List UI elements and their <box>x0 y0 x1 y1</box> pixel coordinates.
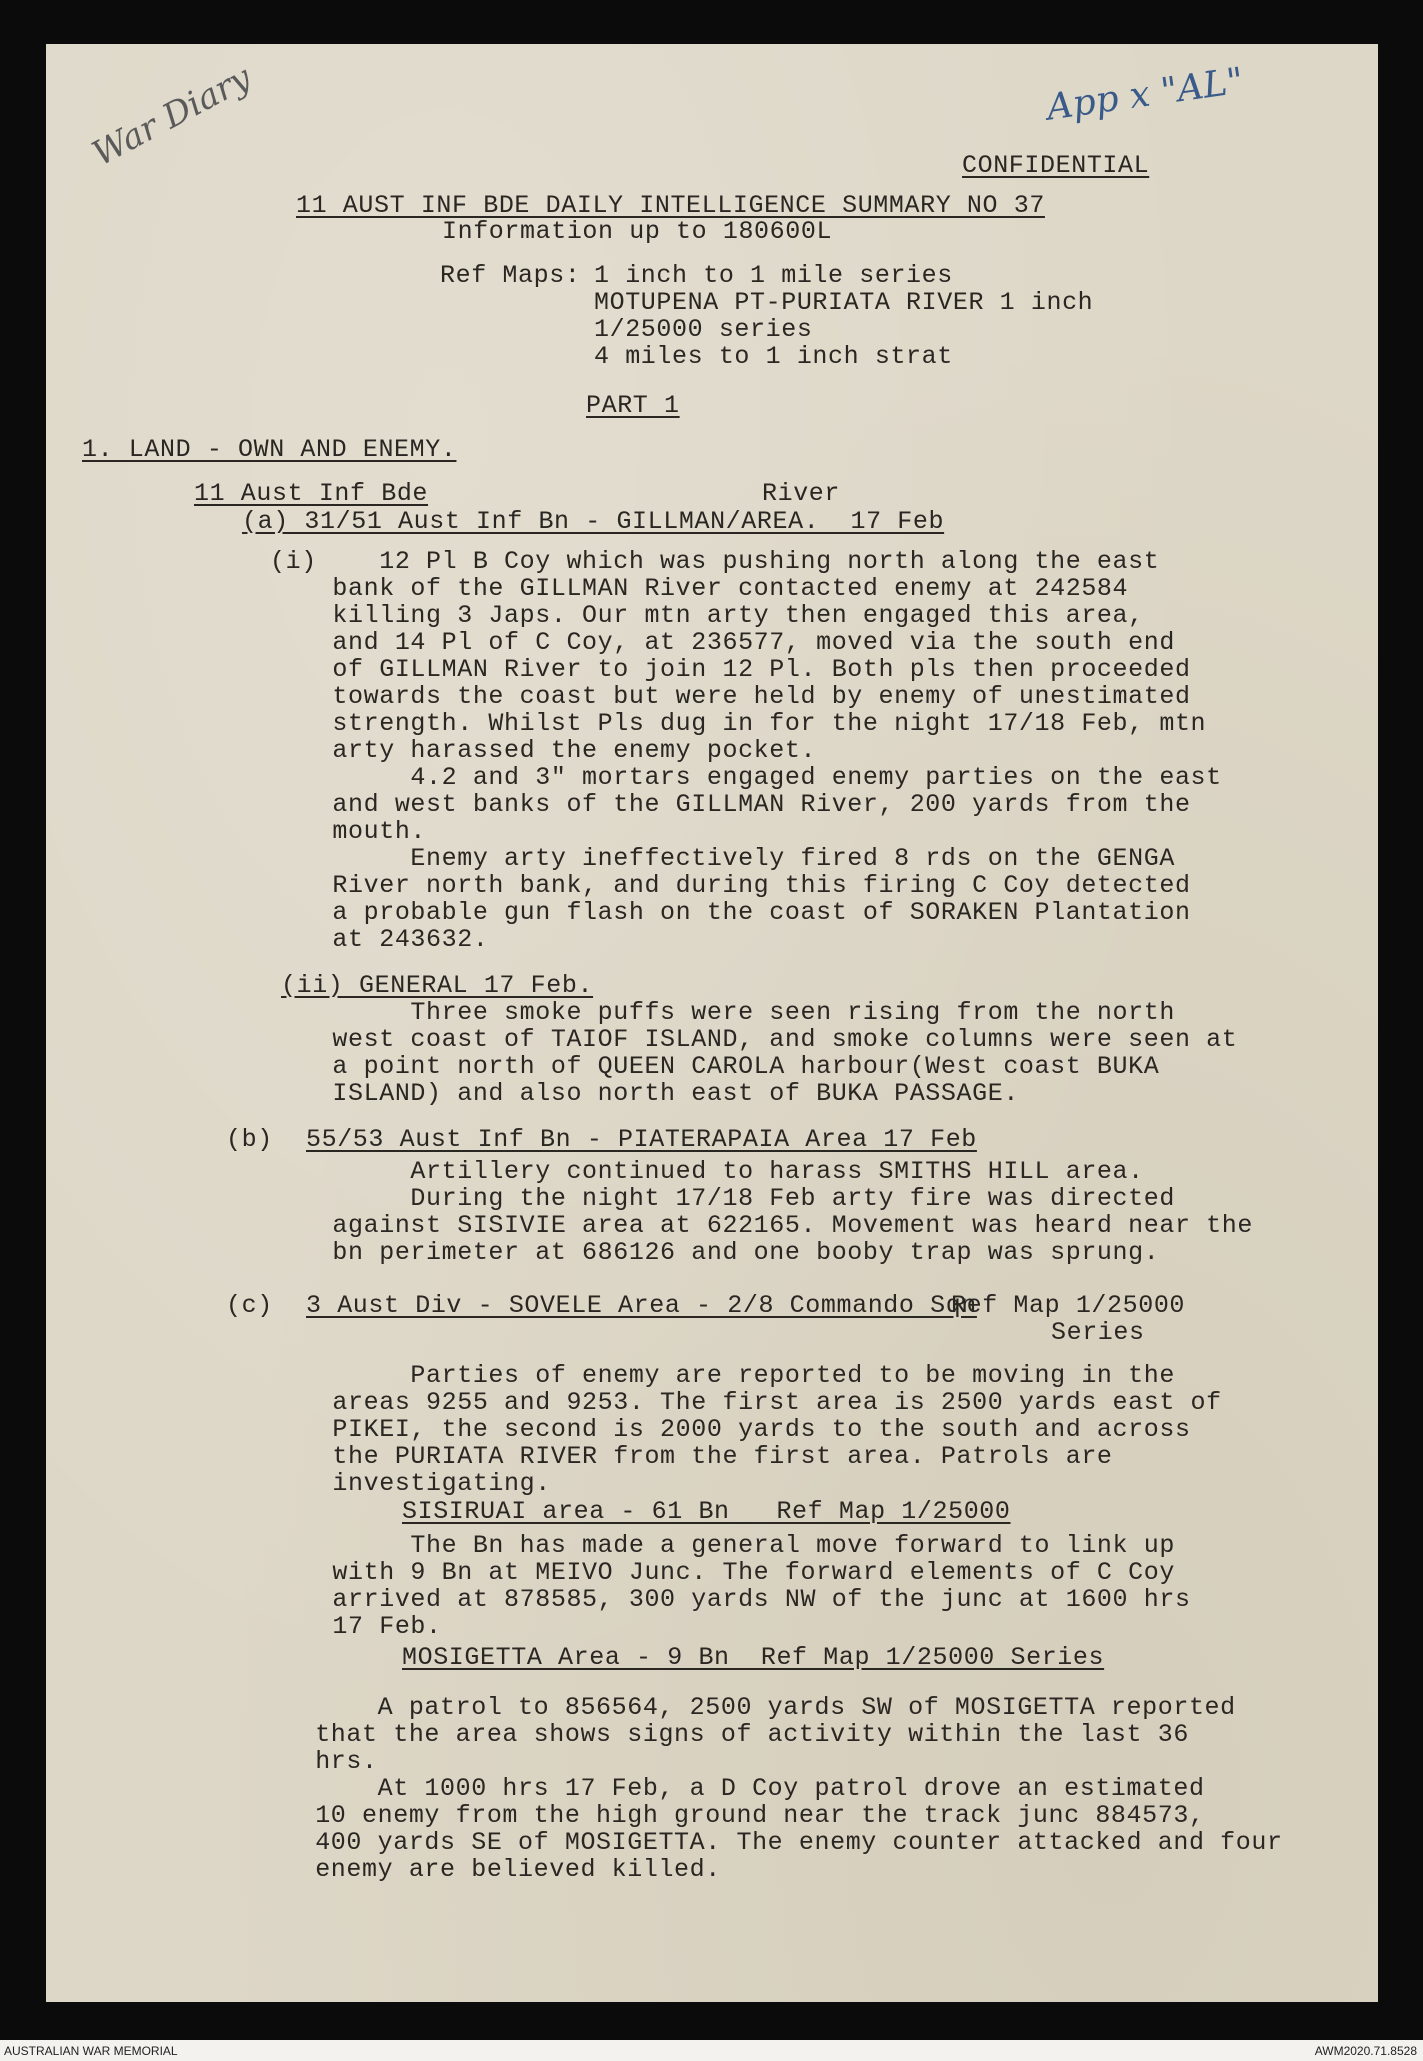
handwritten-note-left: War Diary <box>86 57 258 175</box>
body-text-line: 400 yards SE of MOSIGETTA. The enemy counter attacked and four <box>284 1828 1283 1857</box>
ref-map-line: 1 inch to 1 mile series <box>594 261 953 290</box>
body-text-line: 4.2 and 3" mortars engaged enemy parties on the east <box>270 763 1222 792</box>
body-text-line: and west banks of the GILLMAN River, 200 yards from the <box>270 790 1191 819</box>
body-text-line: killing 3 Japs. Our mtn arty then engaged this area, <box>270 601 1144 630</box>
body-text-line: a point north of QUEEN CAROLA harbour(West coast BUKA <box>270 1052 1160 1081</box>
body-text-line: hrs. <box>284 1747 378 1776</box>
body-text-line: arty harassed the enemy pocket. <box>270 736 817 765</box>
subsection-a-ii-heading: (ii) GENERAL 17 Feb. <box>281 971 594 1000</box>
body-text-line: bank of the GILLMAN River contacted enemy at 242584 <box>270 574 1129 603</box>
subsection-b-heading: 55/53 Aust Inf Bn - PIATERAPAIA Area 17 Feb <box>306 1125 977 1154</box>
body-text-line: investigating. <box>270 1469 551 1498</box>
body-text-line: west coast of TAIOF ISLAND, and smoke columns were seen at <box>270 1025 1238 1054</box>
subsection-c-series: Series <box>1051 1318 1145 1347</box>
body-text-line: Enemy arty ineffectively fired 8 rds on the GENGA <box>270 844 1175 873</box>
body-text-line: 17 Feb. <box>270 1612 442 1641</box>
section-heading: 1. LAND - OWN AND ENEMY. <box>82 435 457 464</box>
information-line: Information up to 180600L <box>442 217 833 246</box>
body-text-line: Parties of enemy are reported to be moving in the <box>270 1361 1175 1390</box>
archive-reference: AWM2020.71.8528 <box>1314 2044 1417 2058</box>
document-page <box>46 44 1378 2002</box>
body-text-line: A patrol to 856564, 2500 yards SW of MOSIGETTA reported <box>284 1693 1236 1722</box>
body-text-line: PIKEI, the second is 2000 yards to the south and across <box>270 1415 1191 1444</box>
body-text-line: areas 9255 and 9253. The first area is 2500 yards east of <box>270 1388 1222 1417</box>
subsection-c-ref: Ref Map 1/25000 <box>951 1291 1186 1320</box>
body-text-line: 10 enemy from the high ground near the track junc 884573, <box>284 1801 1205 1830</box>
body-text-line: towards the coast but were held by enemy of unestimated <box>270 682 1191 711</box>
ref-map-line: 1/25000 series <box>594 315 813 344</box>
body-text-line: ISLAND) and also north east of BUKA PASSAGE. <box>270 1079 1019 1108</box>
body-text-line: At 1000 hrs 17 Feb, a D Coy patrol drove an estimated <box>284 1774 1205 1803</box>
mosigetta-heading: MOSIGETTA Area - 9 Bn Ref Map 1/25000 Series <box>402 1643 1105 1672</box>
subsection-a-heading: (a) 31/51 Aust Inf Bn - GILLMAN/AREA. 17 Feb <box>242 507 945 536</box>
body-text-line: Artillery continued to harass SMITHS HILL area. <box>270 1157 1144 1186</box>
sisiruai-heading: SISIRUAI area - 61 Bn Ref Map 1/25000 <box>402 1497 1011 1526</box>
classification-label: CONFIDENTIAL <box>962 151 1150 180</box>
body-text-line: strength. Whilst Pls dug in for the night 17/18 Feb, mtn <box>270 709 1207 738</box>
body-text-line: arrived at 878585, 300 yards NW of the junc at 1600 hrs <box>270 1585 1191 1614</box>
body-text-line: Three smoke puffs were seen rising from the north <box>270 998 1175 1027</box>
body-text-line: of GILLMAN River to join 12 Pl. Both pls then proceeded <box>270 655 1191 684</box>
body-text-line: against SISIVIE area at 622165. Movement was heard near the <box>270 1211 1253 1240</box>
document-title: 11 AUST INF BDE DAILY INTELLIGENCE SUMMARY NO 37 <box>296 191 1045 220</box>
body-text-line: bn perimeter at 686126 and one booby trap was sprung. <box>270 1238 1160 1267</box>
body-text-line: and 14 Pl of C Coy, at 236577, moved via the south end <box>270 628 1175 657</box>
part-heading: PART 1 <box>586 391 680 420</box>
body-text-line: River north bank, and during this firing C Coy detected <box>270 871 1191 900</box>
body-text-line: a probable gun flash on the coast of SORAKEN Plantation <box>270 898 1191 927</box>
body-text-line: mouth. <box>270 817 427 846</box>
subsection-c-heading: 3 Aust Div - SOVELE Area - 2/8 Commando Sqn <box>306 1291 977 1320</box>
ref-maps-label: Ref Maps: <box>440 261 581 290</box>
body-text-line: at 243632. <box>270 925 489 954</box>
archive-name: AUSTRALIAN WAR MEMORIAL <box>4 2044 178 2058</box>
body-text-line: enemy are believed killed. <box>284 1855 721 1884</box>
body-text-line: (i) 12 Pl B Coy which was pushing north along the east <box>270 547 1160 576</box>
subsection-c-label: (c) <box>226 1291 273 1320</box>
ref-map-line: MOTUPENA PT-PURIATA RIVER 1 inch <box>594 288 1094 317</box>
body-text-line: with 9 Bn at MEIVO Junc. The forward elements of C Coy <box>270 1558 1175 1587</box>
brigade-label: 11 Aust Inf Bde <box>194 479 429 508</box>
river-insert: River <box>762 479 841 508</box>
archive-footer <box>0 2040 1423 2061</box>
subsection-b-label: (b) <box>226 1125 273 1154</box>
body-text-line: The Bn has made a general move forward to link up <box>270 1531 1175 1560</box>
ref-map-line: 4 miles to 1 inch strat <box>594 342 953 371</box>
body-text-line: During the night 17/18 Feb arty fire was directed <box>270 1184 1175 1213</box>
body-text-line: that the area shows signs of activity within the last 36 <box>284 1720 1189 1749</box>
body-text-line: the PURIATA RIVER from the first area. Patrols are <box>270 1442 1113 1471</box>
handwritten-note-right: App x "AL" <box>1044 60 1247 129</box>
